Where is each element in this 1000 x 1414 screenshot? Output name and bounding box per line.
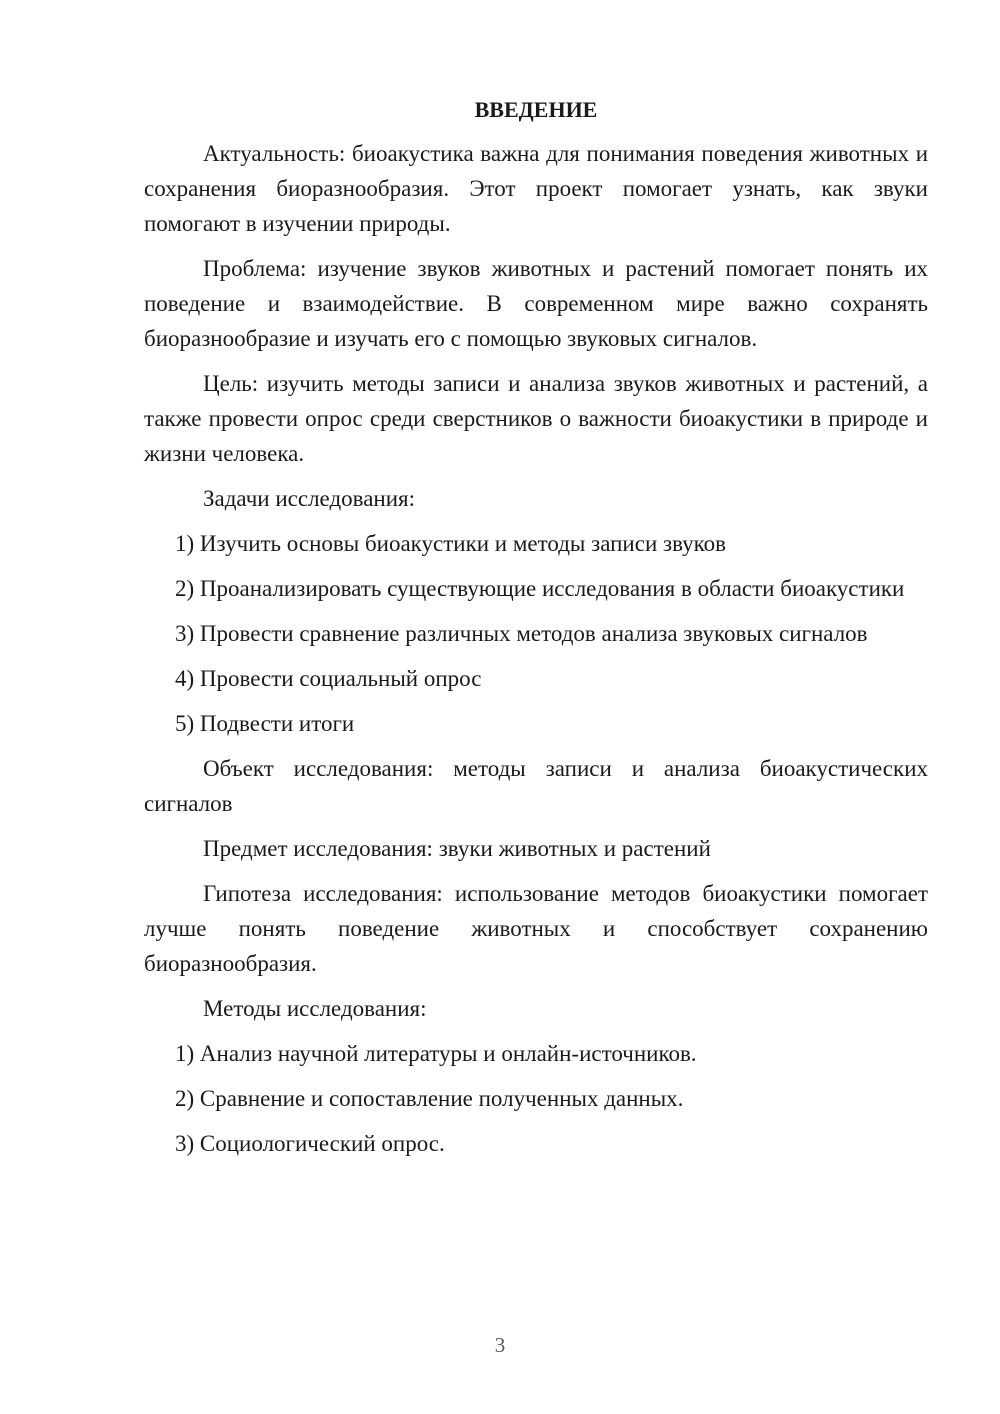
tasks-heading: Задачи исследования: — [203, 486, 416, 511]
task-item: 2) Проанализировать существующие исследования в области биоакустики — [175, 576, 905, 601]
methods-heading: Методы исследования: — [203, 996, 427, 1021]
relevance-paragraph: Актуальность: биоакустика важна для понимания поведения животных и сохранения биоразнообразия. Этот проект помогает узнать, как звуки помогают в изучении природы. — [144, 141, 928, 236]
subject-paragraph: Предмет исследования: звуки животных и растений — [203, 836, 711, 861]
problem-paragraph: Проблема: изучение звуков животных и растений помогает понять их поведение и взаимодействие. В современном мире важно сохранять биоразнообразие и изучать его с помощью звуковых сигналов. — [144, 256, 928, 351]
task-item: 4) Провести социальный опрос — [175, 666, 482, 691]
page-content — [144, 92, 928, 1171]
method-item: 2) Сравнение и сопоставление полученных данных. — [175, 1086, 684, 1111]
task-item: 5) Подвести итоги — [175, 711, 355, 736]
hypothesis-paragraph: Гипотеза исследования: использование методов биоакустики помогает лучше понять поведение животных и способствует сохранению биоразнообразия. — [144, 881, 928, 976]
page-number: 3 — [494, 1333, 506, 1357]
object-paragraph: Объект исследования: методы записи и анализа биоакустических сигналов — [144, 756, 928, 816]
method-item: 1) Анализ научной литературы и онлайн-источников. — [175, 1041, 697, 1066]
goal-paragraph: Цель: изучить методы записи и анализа звуков животных и растений, а также провести опрос среди сверстников о важности биоакустики в природе и жизни человека. — [144, 371, 928, 466]
task-item: 1) Изучить основы биоакустики и методы записи звуков — [175, 531, 727, 556]
task-item: 3) Провести сравнение различных методов анализа звуковых сигналов — [175, 621, 868, 646]
method-item: 3) Социологический опрос. — [175, 1131, 445, 1156]
page-title: ВВЕДЕНИЕ — [474, 97, 598, 122]
